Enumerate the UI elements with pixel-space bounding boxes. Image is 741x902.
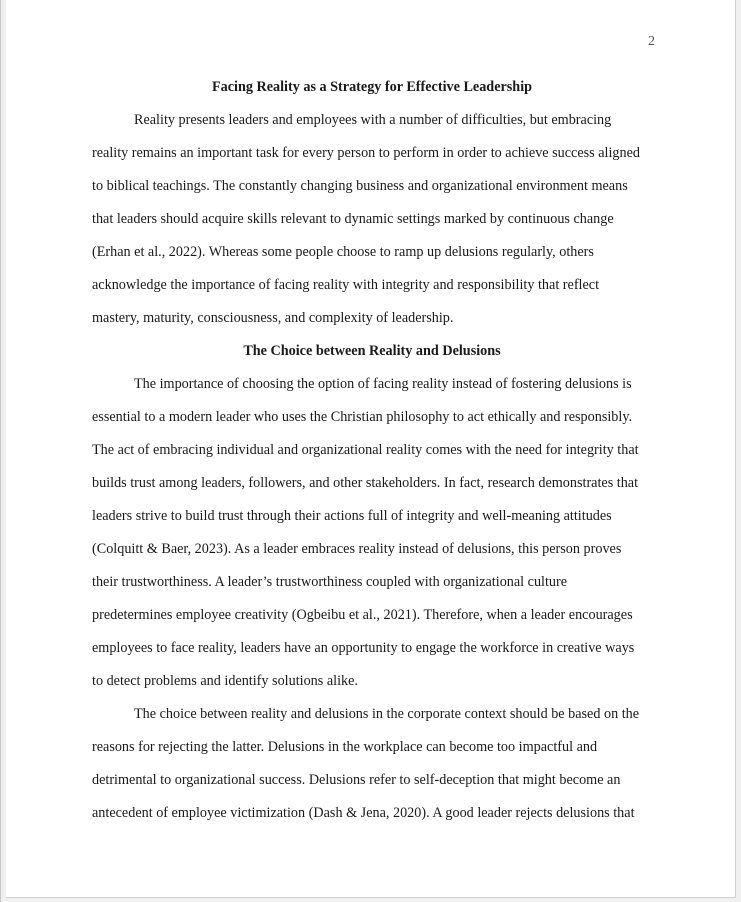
- paragraph-line: essential to a modern leader who uses the Christian philosophy to act ethically and responsibly.: [92, 409, 633, 425]
- paragraph-line: Reality presents leaders and employees with a number of difficulties, but embracing: [134, 112, 612, 128]
- paragraph-line: mastery, maturity, consciousness, and complexity of leadership.: [92, 310, 454, 326]
- paragraph-line: antecedent of employee victimization (Dash & Jena, 2020). A good leader rejects delusions that: [92, 805, 635, 821]
- paragraph-line: acknowledge the importance of facing reality with integrity and responsibility that reflect: [92, 277, 600, 293]
- paragraph-line: predetermines employee creativity (Ogbeibu et al., 2021). Therefore, when a leader encourages: [92, 607, 633, 623]
- paragraph-2: [92, 368, 652, 698]
- paragraph-line: The importance of choosing the option of facing reality instead of fostering delusions is: [134, 376, 632, 392]
- paragraph-line: leaders strive to build trust through their actions full of integrity and well-meaning attitudes: [92, 508, 612, 524]
- paragraph-line: The act of embracing individual and organizational reality comes with the need for integrity that: [92, 442, 639, 458]
- paragraph-line: that leaders should acquire skills relevant to dynamic settings marked by continuous change: [92, 211, 614, 227]
- paragraph-1: [92, 104, 652, 335]
- paragraph-line: to biblical teachings. The constantly changing business and organizational environment means: [92, 178, 628, 194]
- paragraph-line: reasons for rejecting the latter. Delusions in the workplace can become too impactful and: [92, 739, 598, 755]
- document-page: [6, 0, 736, 898]
- paragraph-line: The choice between reality and delusions in the corporate context should be based on the: [134, 706, 640, 722]
- paragraph-line: builds trust among leaders, followers, and other stakeholders. In fact, research demonstrates that: [92, 475, 639, 491]
- paragraph-line: (Erhan et al., 2022). Whereas some people choose to ramp up delusions regularly, others: [92, 244, 594, 260]
- page-number: 2: [648, 34, 655, 49]
- page-content: [92, 71, 652, 830]
- paragraph-line: reality remains an important task for every person to perform in order to achieve success aligned: [92, 145, 640, 161]
- paragraph-line: their trustworthiness. A leader’s trustworthiness coupled with organizational culture: [92, 574, 568, 590]
- paragraph-line: to detect problems and identify solutions alike.: [92, 673, 358, 689]
- paragraph-line: detrimental to organizational success. Delusions refer to self-deception that might become an: [92, 772, 621, 788]
- section-heading-facing-reality: Facing Reality as a Strategy for Effective Leadership: [211, 79, 533, 95]
- paragraph-line: employees to face reality, leaders have an opportunity to engage the workforce in creative ways: [92, 640, 635, 656]
- paragraph-line: (Colquitt & Baer, 2023). As a leader embraces reality instead of delusions, this person proves: [92, 541, 622, 557]
- paragraph-3: [92, 698, 652, 830]
- section-heading-choice: The Choice between Reality and Delusions: [243, 343, 501, 359]
